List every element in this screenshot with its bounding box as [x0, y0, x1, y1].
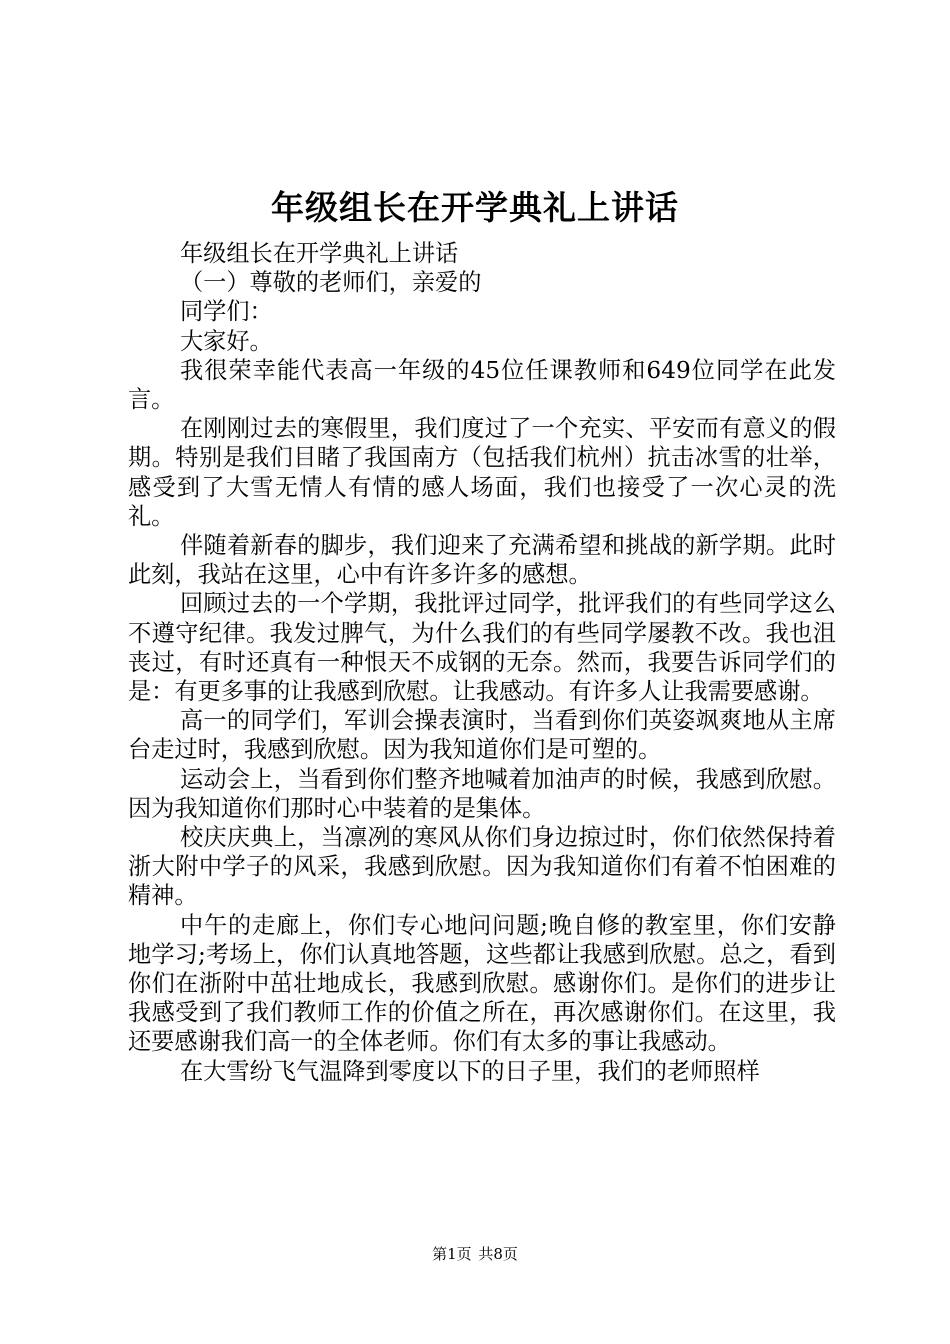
document-body: [128, 239, 836, 1086]
paragraph: 伴随着新春的脚步，我们迎来了充满希望和挑战的新学期。此时此刻，我站在这里，心中有许多许多的感想。: [128, 532, 836, 589]
paragraph: 高一的同学们，军训会操表演时，当看到你们英姿飒爽地从主席台走过时，我感到欣慰。因为我知道你们是可塑的。: [128, 707, 836, 764]
page-number: 第1页: [432, 1245, 472, 1263]
paragraph: （一）尊敬的老师们，亲爱的: [180, 269, 482, 297]
paragraph: 年级组长在开学典礼上讲话: [180, 240, 459, 267]
page-footer: [0, 1244, 950, 1264]
paragraph: 运动会上，当看到你们整齐地喊着加油声的时候，我感到欣慰。因为我知道你们那时心中装着的是集体。: [128, 765, 836, 822]
paragraph: 在刚刚过去的寒假里，我们度过了一个充实、平安而有意义的假期。特别是我们目睹了我国南方（包括我们杭州）抗击冰雪的壮举，感受到了大雪无情人有情的感人场面，我们也接受了一次心灵的洗礼。: [128, 415, 836, 530]
document-title: 年级组长在开学典礼上讲话: [271, 188, 679, 227]
paragraph: 在大雪纷飞气温降到零度以下的日子里，我们的老师照样: [180, 1057, 760, 1085]
paragraph: 校庆庆典上，当凛冽的寒风从你们身边掠过时，你们依然保持着浙大附中学子的风采，我感到欣慰。因为我知道你们有着不怕困难的精神。: [128, 824, 836, 910]
page-total: 共8页: [478, 1245, 518, 1263]
paragraph: 大家好。: [180, 327, 273, 355]
paragraph: 我很荣幸能代表高一年级的45位任课教师和649位同学在此发言。: [128, 356, 836, 414]
paragraph: 中午的走廊上，你们专心地问问题;晚自修的教室里，你们安静地学习;考场上，你们认真地答题，这些都让我感到欣慰。总之，看到你们在浙附中茁壮地成长，我感到欣慰。感谢你们。是你们的进步让我感受到了我们教师工作的价值之所在，再次感谢你们。在这里，我还要感谢我们高一的全体老师。你们有太多的事让我感动。: [128, 911, 836, 1056]
paragraph: 回顾过去的一个学期，我批评过同学，批评我们的有些同学这么不遵守纪律。我发过脾气，为什么我们的有些同学屡教不改。我也沮丧过，有时还真有一种恨天不成钢的无奈。然而，我要告诉同学们的是：有更多事的让我感到欣慰。让我感动。有许多人让我需要感谢。: [128, 590, 836, 706]
paragraph: 同学们：: [180, 298, 273, 326]
